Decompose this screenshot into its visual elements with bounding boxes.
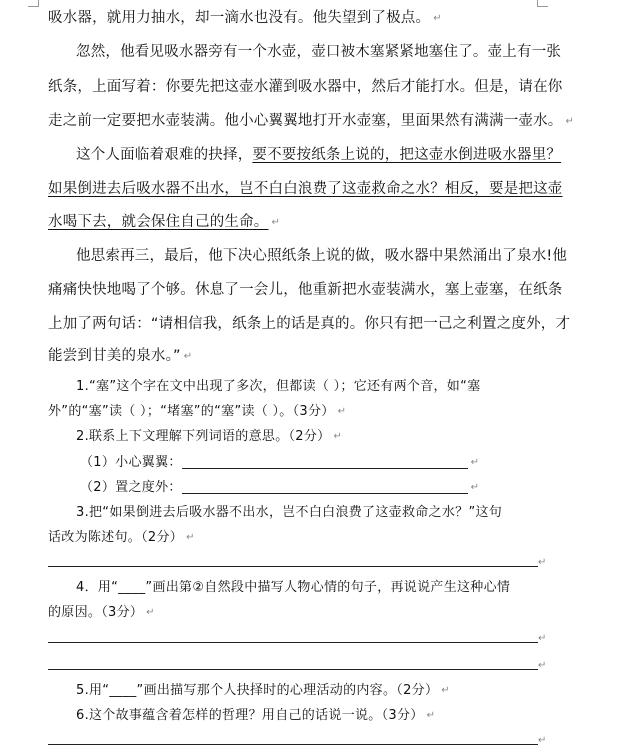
passage-line: [48, 281, 563, 299]
question-text: 6.这个故事蕴含着怎样的哲理？用自己的话说一说。（3分）: [76, 708, 424, 723]
passage-line: [48, 112, 574, 131]
answer-line[interactable]: [48, 642, 538, 643]
paragraph-mark-icon: ↵: [146, 607, 155, 618]
question-text: 话改为陈述句。（2分）: [48, 530, 184, 545]
question-3-line: [48, 529, 195, 547]
paragraph-mark-icon: ↵: [426, 710, 436, 721]
passage-line: [48, 213, 280, 232]
question-4-line: [48, 604, 155, 622]
passage-text: 吸水器，就用力抽水，却一滴水也没有。他失望到了极点。: [48, 10, 431, 26]
paragraph-mark-icon: ↵: [470, 482, 480, 493]
question-text: （1）小心翼翼：: [80, 455, 182, 470]
underlined-passage-text: 水喝下去，就会保住自己的生命。: [48, 214, 269, 230]
paragraph-mark-icon: ↵: [333, 431, 343, 442]
paragraph-mark-icon: ↵: [271, 217, 281, 228]
passage-line: [48, 9, 442, 28]
question-1-line: [48, 403, 346, 421]
paragraph-mark-icon: ↵: [337, 406, 347, 417]
page-corner-mark-left: [28, 0, 39, 7]
paragraph-mark-icon: ↵: [186, 532, 195, 543]
page-corner-mark-right: [537, 0, 548, 7]
paragraph-mark-icon: ↵: [538, 660, 547, 671]
question-6-line: [76, 707, 435, 725]
paragraph-mark-icon: ↵: [565, 116, 575, 127]
question-2-item: [80, 454, 479, 472]
question-1-line: [76, 378, 480, 396]
passage-text: 纸条，上面写着：你要先把这壶水灌到吸水器中，然后才能打水。但是，请在你: [48, 79, 563, 95]
question-text: （2）置之度外：: [80, 480, 182, 495]
answer-line[interactable]: [48, 566, 538, 567]
answer-line[interactable]: [182, 454, 468, 469]
question-text: 4．用“____”画出第②自然段中描写人物心情的句子，再说说产生这种心情: [76, 580, 511, 595]
paragraph-mark-icon: ↵: [538, 633, 547, 644]
question-text: 5.用“____”画出描写那个人抉择时的心理活动的内容。（2分）: [76, 683, 439, 698]
passage-text: 忽然，他看见吸水器旁有一个水壶，壶口被木塞紧紧地塞住了。壶上有一张: [76, 44, 562, 60]
question-text: 的原因。（3分）: [48, 605, 144, 620]
paragraph-mark-icon: ↵: [538, 735, 547, 746]
paragraph-mark-icon: ↵: [183, 351, 193, 362]
passage-line: [48, 347, 192, 366]
question-5-line: [76, 682, 450, 700]
question-2-line: [76, 428, 342, 446]
passage-text: 痛痛快快地喝了个够。休息了一会儿，他重新把水壶装满水，塞上壶塞，在纸条: [48, 282, 563, 298]
underlined-passage-text: 如果倒进去后吸水器不出水，岂不白白浪费了这壶救命之水？相反，要是把这壶: [48, 181, 563, 197]
passage-line: [76, 43, 561, 61]
answer-line[interactable]: [48, 744, 538, 745]
answer-line[interactable]: [48, 669, 538, 670]
question-text: 外”的“塞”读（ ）；“堵塞”的“塞”读（ ）。（3分）: [48, 404, 335, 419]
question-text: 1.“塞”这个字在文中出现了多次，但都读（ ）；它还有两个音，如“塞: [76, 379, 481, 394]
answer-line[interactable]: [182, 479, 468, 494]
passage-line: [76, 247, 567, 265]
question-text: 3.把“如果倒进去后吸水器不出水，岂不白白浪费了这壶救命之水？”这句: [76, 505, 503, 520]
question-3-line: [76, 504, 502, 522]
question-text: 2.联系上下文理解下列词语的意思。（2分）: [76, 429, 331, 444]
passage-text: 走之前一定要把水壶装满。他小心翼翼地打开水壶塞，里面果然有满满一壶水。: [48, 113, 563, 129]
paragraph-mark-icon: ↵: [538, 557, 547, 568]
paragraph-mark-icon: ↵: [433, 13, 442, 24]
passage-line: [48, 180, 563, 198]
paragraph-mark-icon: ↵: [470, 457, 480, 468]
passage-line: [76, 146, 561, 164]
passage-line: [48, 78, 563, 96]
passage-text: 能尝到甘美的泉水。”: [48, 348, 181, 364]
passage-line: [48, 315, 570, 333]
underlined-passage-text: 要不要按纸条上说的，把这壶水倒进吸水器里？: [252, 147, 562, 163]
passage-text: 上加了两句话：“请相信我，纸条上的话是真的。你只有把一己之利置之度外，才: [48, 316, 571, 332]
paragraph-mark-icon: ↵: [441, 685, 450, 696]
passage-text: 这个人面临着艰难的抉择，: [76, 147, 253, 163]
passage-text: 他思索再三，最后，他下决心照纸条上说的做，吸水器中果然涌出了泉水!他: [76, 248, 568, 264]
question-4-line: [76, 579, 510, 597]
question-2-item: [80, 479, 479, 497]
